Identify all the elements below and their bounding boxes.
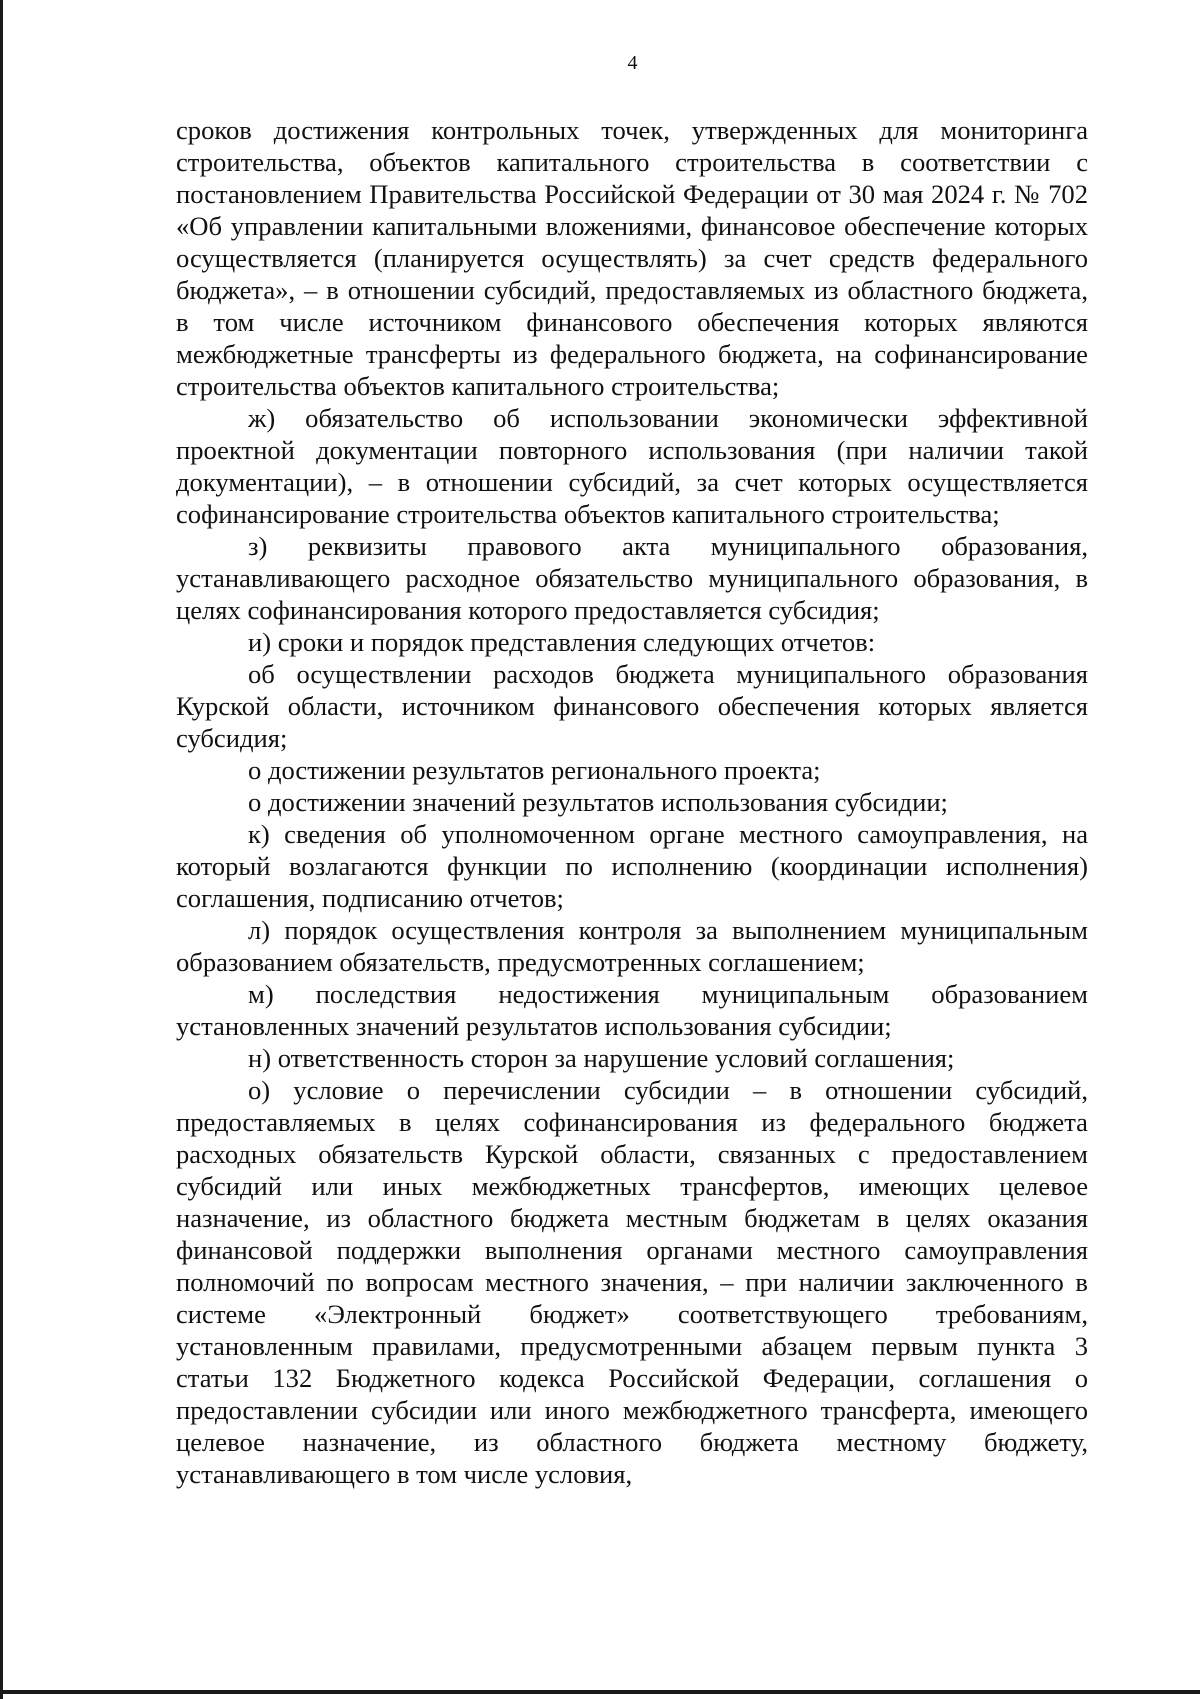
paragraph-continuation: сроков достижения контрольных точек, утвержденных для мониторинга строительства, объектов капитального строительства в соответствии с постановлением Правительства Российской Федерации от 30 мая 2024 г. № 702 «Об управлении капитальными вложениями, финансовое обеспечение которых осуществляется (планируется осуществлять) за счет средств федерального бюджета», – в отношении субсидий, предоставляемых из областного бюджета, в том числе источником финансового обеспечения которых являются межбюджетные трансферты из федерального бюджета, на софинансирование строительства объектов капитального строительства;: [176, 115, 1088, 401]
document-body: [176, 114, 1088, 1490]
paragraph-report-subsidy-results: о достижении значений результатов использования субсидии;: [248, 787, 948, 817]
scan-edge-bottom: [0, 1690, 1200, 1694]
paragraph-item-k: к) сведения об уполномоченном органе местного самоуправления, на который возлагаются функции по исполнению (координации исполнения) соглашения, подписанию отчетов;: [176, 819, 1088, 913]
scan-edge-left: [0, 0, 3, 1699]
page-number: 4: [627, 52, 638, 74]
paragraph-item-z: з) реквизиты правового акта муниципального образования, устанавливающего расходное обязательство муниципального образования, в целях софинансирования которого предоставляется субсидия;: [176, 531, 1088, 625]
paragraph-report-expenses: об осуществлении расходов бюджета муниципального образования Курской области, источником финансового обеспечения которых является субсидия;: [176, 659, 1088, 753]
paragraph-item-o: о) условие о перечислении субсидии – в отношении субсидий, предоставляемых в целях софинансирования из федерального бюджета расходных обязательств Курской области, связанных с предоставлением субсидий или иных межбюджетных трансфертов, имеющих целевое назначение, из областного бюджета местным бюджетам в целях оказания финансовой поддержки выполнения органами местного самоуправления полномочий по вопросам местного значения, – при наличии заключенного в системе «Электронный бюджет» соответствующего требованиям, установленным правилами, предусмотренными абзацем первым пункта 3 статьи 132 Бюджетного кодекса Российской Федерации, соглашения о предоставлении субсидии или иного межбюджетного трансферта, имеющего целевое назначение, из областного бюджета местному бюджету, устанавливающего в том числе условия,: [176, 1075, 1088, 1489]
paragraph-item-m: м) последствия недостижения муниципальным образованием установленных значений результатов использования субсидии;: [176, 979, 1088, 1041]
paragraph-item-zh: ж) обязательство об использовании экономически эффективной проектной документации повторного использования (при наличии такой документации), – в отношении субсидий, за счет которых осуществляется софинансирование строительства объектов капитального строительства;: [176, 403, 1088, 529]
paragraph-item-l: л) порядок осуществления контроля за выполнением муниципальным образованием обязательств, предусмотренных соглашением;: [176, 915, 1088, 977]
paragraph-item-n: н) ответственность сторон за нарушение условий соглашения;: [248, 1043, 955, 1073]
paragraph-report-project-results: о достижении результатов регионального проекта;: [248, 755, 821, 785]
paragraph-item-i: и) сроки и порядок представления следующих отчетов:: [248, 627, 876, 657]
